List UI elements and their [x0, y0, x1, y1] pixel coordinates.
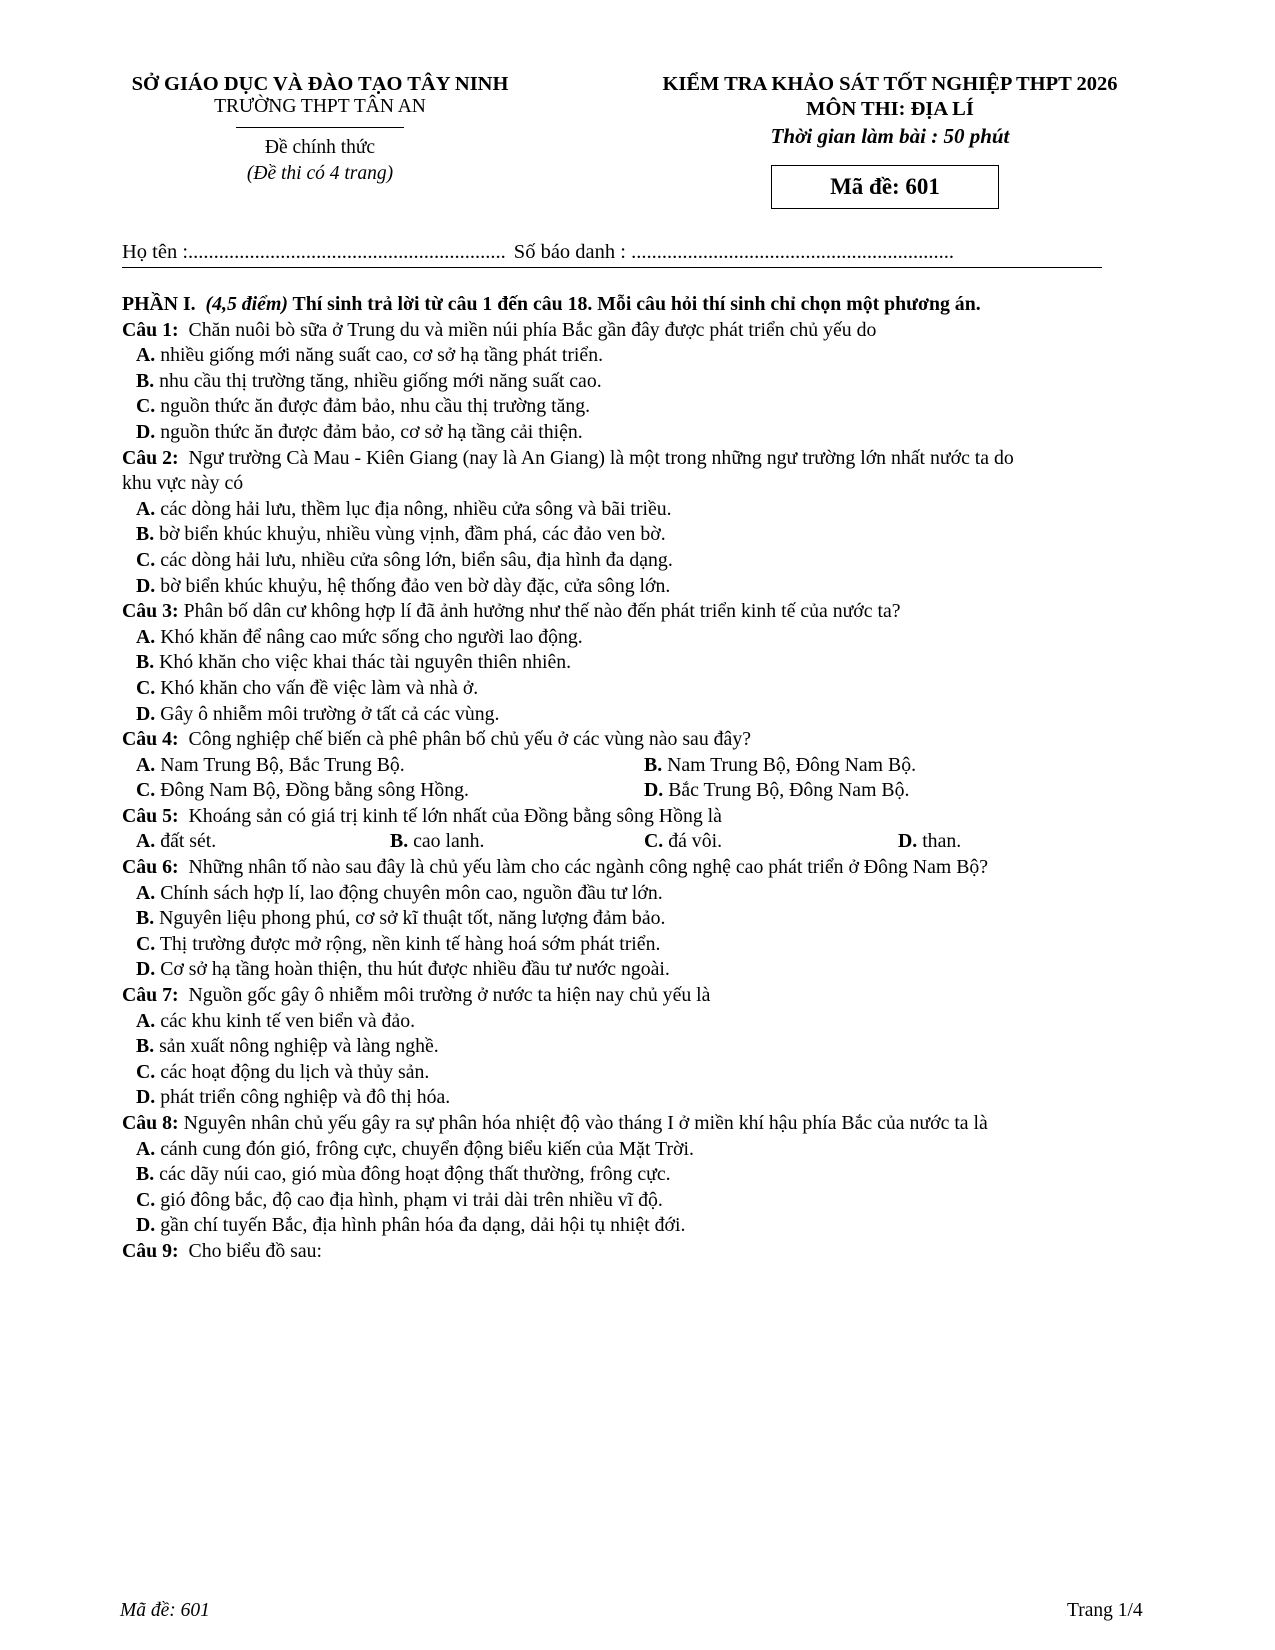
option-d	[122, 1213, 1152, 1239]
option-key: B.	[136, 1163, 155, 1186]
question-6	[122, 855, 1152, 881]
name-field: Họ tên :..............................................................	[122, 241, 506, 263]
option-text: Gây ô nhiễm môi trường ở tất cả các vùng.	[160, 702, 500, 725]
option-text: cánh cung đón gió, frông cực, chuyển động biểu kiến của Mặt Trời.	[160, 1137, 694, 1160]
option-c	[122, 394, 1152, 420]
footer-page-number: Trang 1/4	[1067, 1600, 1143, 1621]
option-text: các dòng hải lưu, nhiều cửa sông lớn, biển sâu, địa hình đa dạng.	[160, 548, 673, 571]
footer-exam-code: Mã đề: 601	[120, 1600, 210, 1621]
option-b	[122, 1162, 1152, 1188]
question-2	[122, 446, 1152, 472]
question-4	[122, 727, 1152, 753]
option-text: Khó khăn cho việc khai thác tài nguyên thiên nhiên.	[159, 651, 572, 674]
options-row	[122, 753, 1152, 779]
option-key: B.	[390, 830, 409, 853]
option-c	[122, 932, 1152, 958]
option-text: Chính sách hợp lí, lao động chuyên môn cao, nguồn đầu tư lớn.	[160, 881, 663, 904]
question-9	[122, 1239, 1152, 1265]
question-label: Câu 9:	[122, 1239, 179, 1262]
option-d	[122, 1085, 1152, 1111]
part-points: (4,5 điểm)	[205, 293, 288, 315]
option-text: Nam Trung Bộ, Bắc Trung Bộ.	[160, 753, 405, 776]
option-key: B.	[136, 369, 155, 392]
part-instruction: Thí sinh trả lời từ câu 1 đến câu 18. Mỗi câu hỏi thí sinh chỉ chọn một phương án.	[292, 293, 981, 315]
option-text: Nam Trung Bộ, Đông Nam Bộ.	[667, 753, 917, 776]
option-text: bờ biển khúc khuỷu, nhiều vùng vịnh, đầm phá, các đảo ven bờ.	[159, 523, 666, 546]
question-5	[122, 804, 1152, 830]
option-text: nhiều giống mới năng suất cao, cơ sở hạ tầng phát triển.	[160, 344, 604, 367]
option-a	[122, 1137, 1152, 1163]
options-row	[122, 829, 1152, 855]
option-key: B.	[136, 907, 155, 930]
option-a	[122, 497, 1152, 523]
question-text-continued: khu vực này có	[122, 472, 244, 495]
question-text: Cho biểu đồ sau:	[188, 1239, 323, 1262]
option-text: nguồn thức ăn được đảm bảo, cơ sở hạ tầng cải thiện.	[160, 420, 583, 443]
header-divider	[236, 127, 404, 128]
question-text: Công nghiệp chế biến cà phê phân bố chủ yếu ở các vùng nào sau đây?	[188, 728, 752, 751]
option-text: gần chí tuyến Bắc, địa hình phân hóa đa dạng, dải hội tụ nhiệt đới.	[160, 1214, 686, 1237]
option-b	[122, 522, 1152, 548]
option-d	[122, 702, 1152, 728]
option-text: bờ biển khúc khuỷu, hệ thống đảo ven bờ dày đặc, cửa sông lớn.	[160, 574, 671, 597]
option-b	[122, 369, 1152, 395]
option-key: C.	[136, 779, 156, 802]
option-text: nhu cầu thị trường tăng, nhiều giống mới năng suất cao.	[159, 369, 602, 392]
page-count-note: (Đề thi có 4 trang)	[246, 163, 394, 184]
option-d	[122, 574, 1152, 600]
option-key: A.	[136, 625, 156, 648]
option-b	[390, 829, 644, 855]
question-text: Nguyên nhân chủ yếu gây ra sự phân hóa nhiệt độ vào tháng I ở miền khí hậu phía Bắc của nước ta là	[183, 1112, 988, 1134]
option-key: A.	[136, 1137, 156, 1160]
option-key: B.	[136, 651, 155, 674]
question-label: Câu 7:	[122, 984, 179, 1007]
option-text: các khu kinh tế ven biển và đảo.	[160, 1009, 416, 1032]
option-a	[122, 881, 1152, 907]
question-8	[122, 1111, 1152, 1137]
option-key: D.	[136, 420, 156, 443]
question-7	[122, 983, 1152, 1009]
question-label: Câu 8:	[122, 1112, 179, 1134]
candidate-info-line	[122, 237, 1102, 268]
option-text: Nguyên liệu phong phú, cơ sở kĩ thuật tốt, năng lượng đảm bảo.	[159, 907, 666, 930]
option-key: A.	[136, 753, 156, 776]
option-key: A.	[136, 1009, 156, 1032]
part-label: PHẦN I.	[122, 293, 196, 315]
option-key: C.	[644, 830, 664, 853]
option-d	[644, 778, 1152, 804]
question-label: Câu 3:	[122, 600, 179, 623]
option-d	[122, 420, 1152, 446]
option-d	[122, 957, 1152, 983]
question-label: Câu 2:	[122, 446, 179, 469]
question-3	[122, 599, 1152, 625]
option-text: cao lanh.	[413, 830, 485, 853]
exam-title: KIỂM TRA KHẢO SÁT TỐT NGHIỆP THPT 2026	[662, 73, 1118, 95]
option-b	[122, 650, 1152, 676]
option-key: A.	[136, 344, 156, 367]
part-heading	[122, 292, 1152, 318]
header-right	[600, 72, 1180, 150]
option-c	[122, 548, 1152, 574]
option-key: A.	[136, 881, 156, 904]
option-text: gió đông bắc, độ cao địa hình, phạm vi trải dài trên nhiều vĩ độ.	[160, 1188, 663, 1211]
option-text: Cơ sở hạ tầng hoàn thiện, thu hút được nhiều đầu tư nước ngoài.	[160, 958, 670, 981]
option-key: D.	[136, 702, 156, 725]
option-key: C.	[136, 1060, 156, 1083]
department-name: SỞ GIÁO DỤC VÀ ĐÀO TẠO TÂY NINH	[131, 73, 509, 95]
question-text: Phân bố dân cư không hợp lí đã ảnh hưởng như thế nào đến phát triển kinh tế của nước ta?	[183, 600, 901, 623]
question-text: Những nhân tố nào sau đây là chủ yếu làm cho các ngành công nghệ cao phát triển ở Đông Nam Bộ?	[188, 856, 989, 879]
option-c	[644, 829, 898, 855]
option-text: các hoạt động du lịch và thủy sản.	[160, 1060, 430, 1083]
exam-code-box: Mã đề: 601	[771, 165, 999, 209]
option-key: C.	[136, 932, 156, 955]
option-key: D.	[644, 779, 664, 802]
time-limit: Thời gian làm bài : 50 phút	[770, 124, 1010, 148]
question-1	[122, 318, 1152, 344]
option-key: D.	[136, 574, 156, 597]
option-key: B.	[136, 1035, 155, 1058]
question-label: Câu 5:	[122, 804, 179, 827]
option-text: sản xuất nông nghiệp và làng nghề.	[159, 1035, 439, 1058]
subject-title: MÔN THI: ĐỊA LÍ	[806, 98, 974, 120]
option-text: Bắc Trung Bộ, Đông Nam Bộ.	[668, 779, 910, 802]
option-a	[122, 625, 1152, 651]
option-key: A.	[136, 830, 156, 853]
question-label: Câu 4:	[122, 728, 179, 751]
option-text: Thị trường được mở rộng, nền kinh tế hàng hoá sớm phát triển.	[159, 932, 661, 955]
options-row	[122, 778, 1152, 804]
question-label: Câu 1:	[122, 318, 179, 341]
option-c	[122, 676, 1152, 702]
question-text: Nguồn gốc gây ô nhiễm môi trường ở nước ta hiện nay chủ yếu là	[188, 984, 711, 1007]
option-key: C.	[136, 1188, 156, 1211]
option-a	[122, 343, 1152, 369]
option-key: D.	[136, 958, 156, 981]
official-label: Đề chính thức	[264, 137, 376, 158]
option-text: các dãy núi cao, gió mùa đông hoạt động thất thường, frông cực.	[159, 1163, 671, 1186]
option-a	[136, 829, 390, 855]
option-text: Đông Nam Bộ, Đồng bằng sông Hồng.	[160, 779, 469, 802]
option-a	[136, 753, 644, 779]
school-name: TRƯỜNG THPT TÂN AN	[214, 96, 426, 117]
option-text: Khó khăn để nâng cao mức sống cho người lao động.	[160, 625, 583, 648]
option-key: C.	[136, 676, 156, 699]
option-key: D.	[136, 1214, 156, 1237]
option-text: các dòng hải lưu, thềm lục địa nông, nhiều cửa sông và bãi triều.	[160, 497, 672, 520]
option-c	[122, 1060, 1152, 1086]
option-key: B.	[136, 523, 155, 546]
option-text: đá vôi.	[668, 830, 723, 853]
option-key: A.	[136, 497, 156, 520]
option-b	[644, 753, 1152, 779]
option-b	[122, 906, 1152, 932]
option-key: B.	[644, 753, 663, 776]
question-text: Khoáng sản có giá trị kinh tế lớn nhất của Đồng bằng sông Hồng là	[188, 804, 722, 827]
option-b	[122, 1034, 1152, 1060]
question-label: Câu 6:	[122, 856, 179, 879]
header-left	[95, 72, 545, 186]
option-d	[898, 829, 1152, 855]
option-text: phát triển công nghiệp và đô thị hóa.	[160, 1086, 451, 1109]
option-key: C.	[136, 395, 156, 418]
option-text: đất sét.	[160, 830, 217, 853]
option-text: Khó khăn cho vấn đề việc làm và nhà ở.	[160, 676, 479, 699]
question-text: Ngư trường Cà Mau - Kiên Giang (nay là An Giang) là một trong những ngư trường lớn nhất nước ta do	[188, 446, 1014, 469]
question-text: Chăn nuôi bò sữa ở Trung du và miền núi phía Bắc gần đây được phát triển chủ yếu do	[188, 318, 877, 341]
exam-body	[122, 292, 1152, 1265]
option-c	[136, 778, 644, 804]
id-field: Số báo danh : ...............................................................	[513, 241, 954, 263]
option-key: D.	[136, 1086, 156, 1109]
option-text: than.	[922, 830, 962, 853]
option-key: C.	[136, 548, 156, 571]
option-text: nguồn thức ăn được đảm bảo, nhu cầu thị trường tăng.	[160, 395, 591, 418]
option-key: D.	[898, 830, 918, 853]
option-c	[122, 1188, 1152, 1214]
option-a	[122, 1009, 1152, 1035]
